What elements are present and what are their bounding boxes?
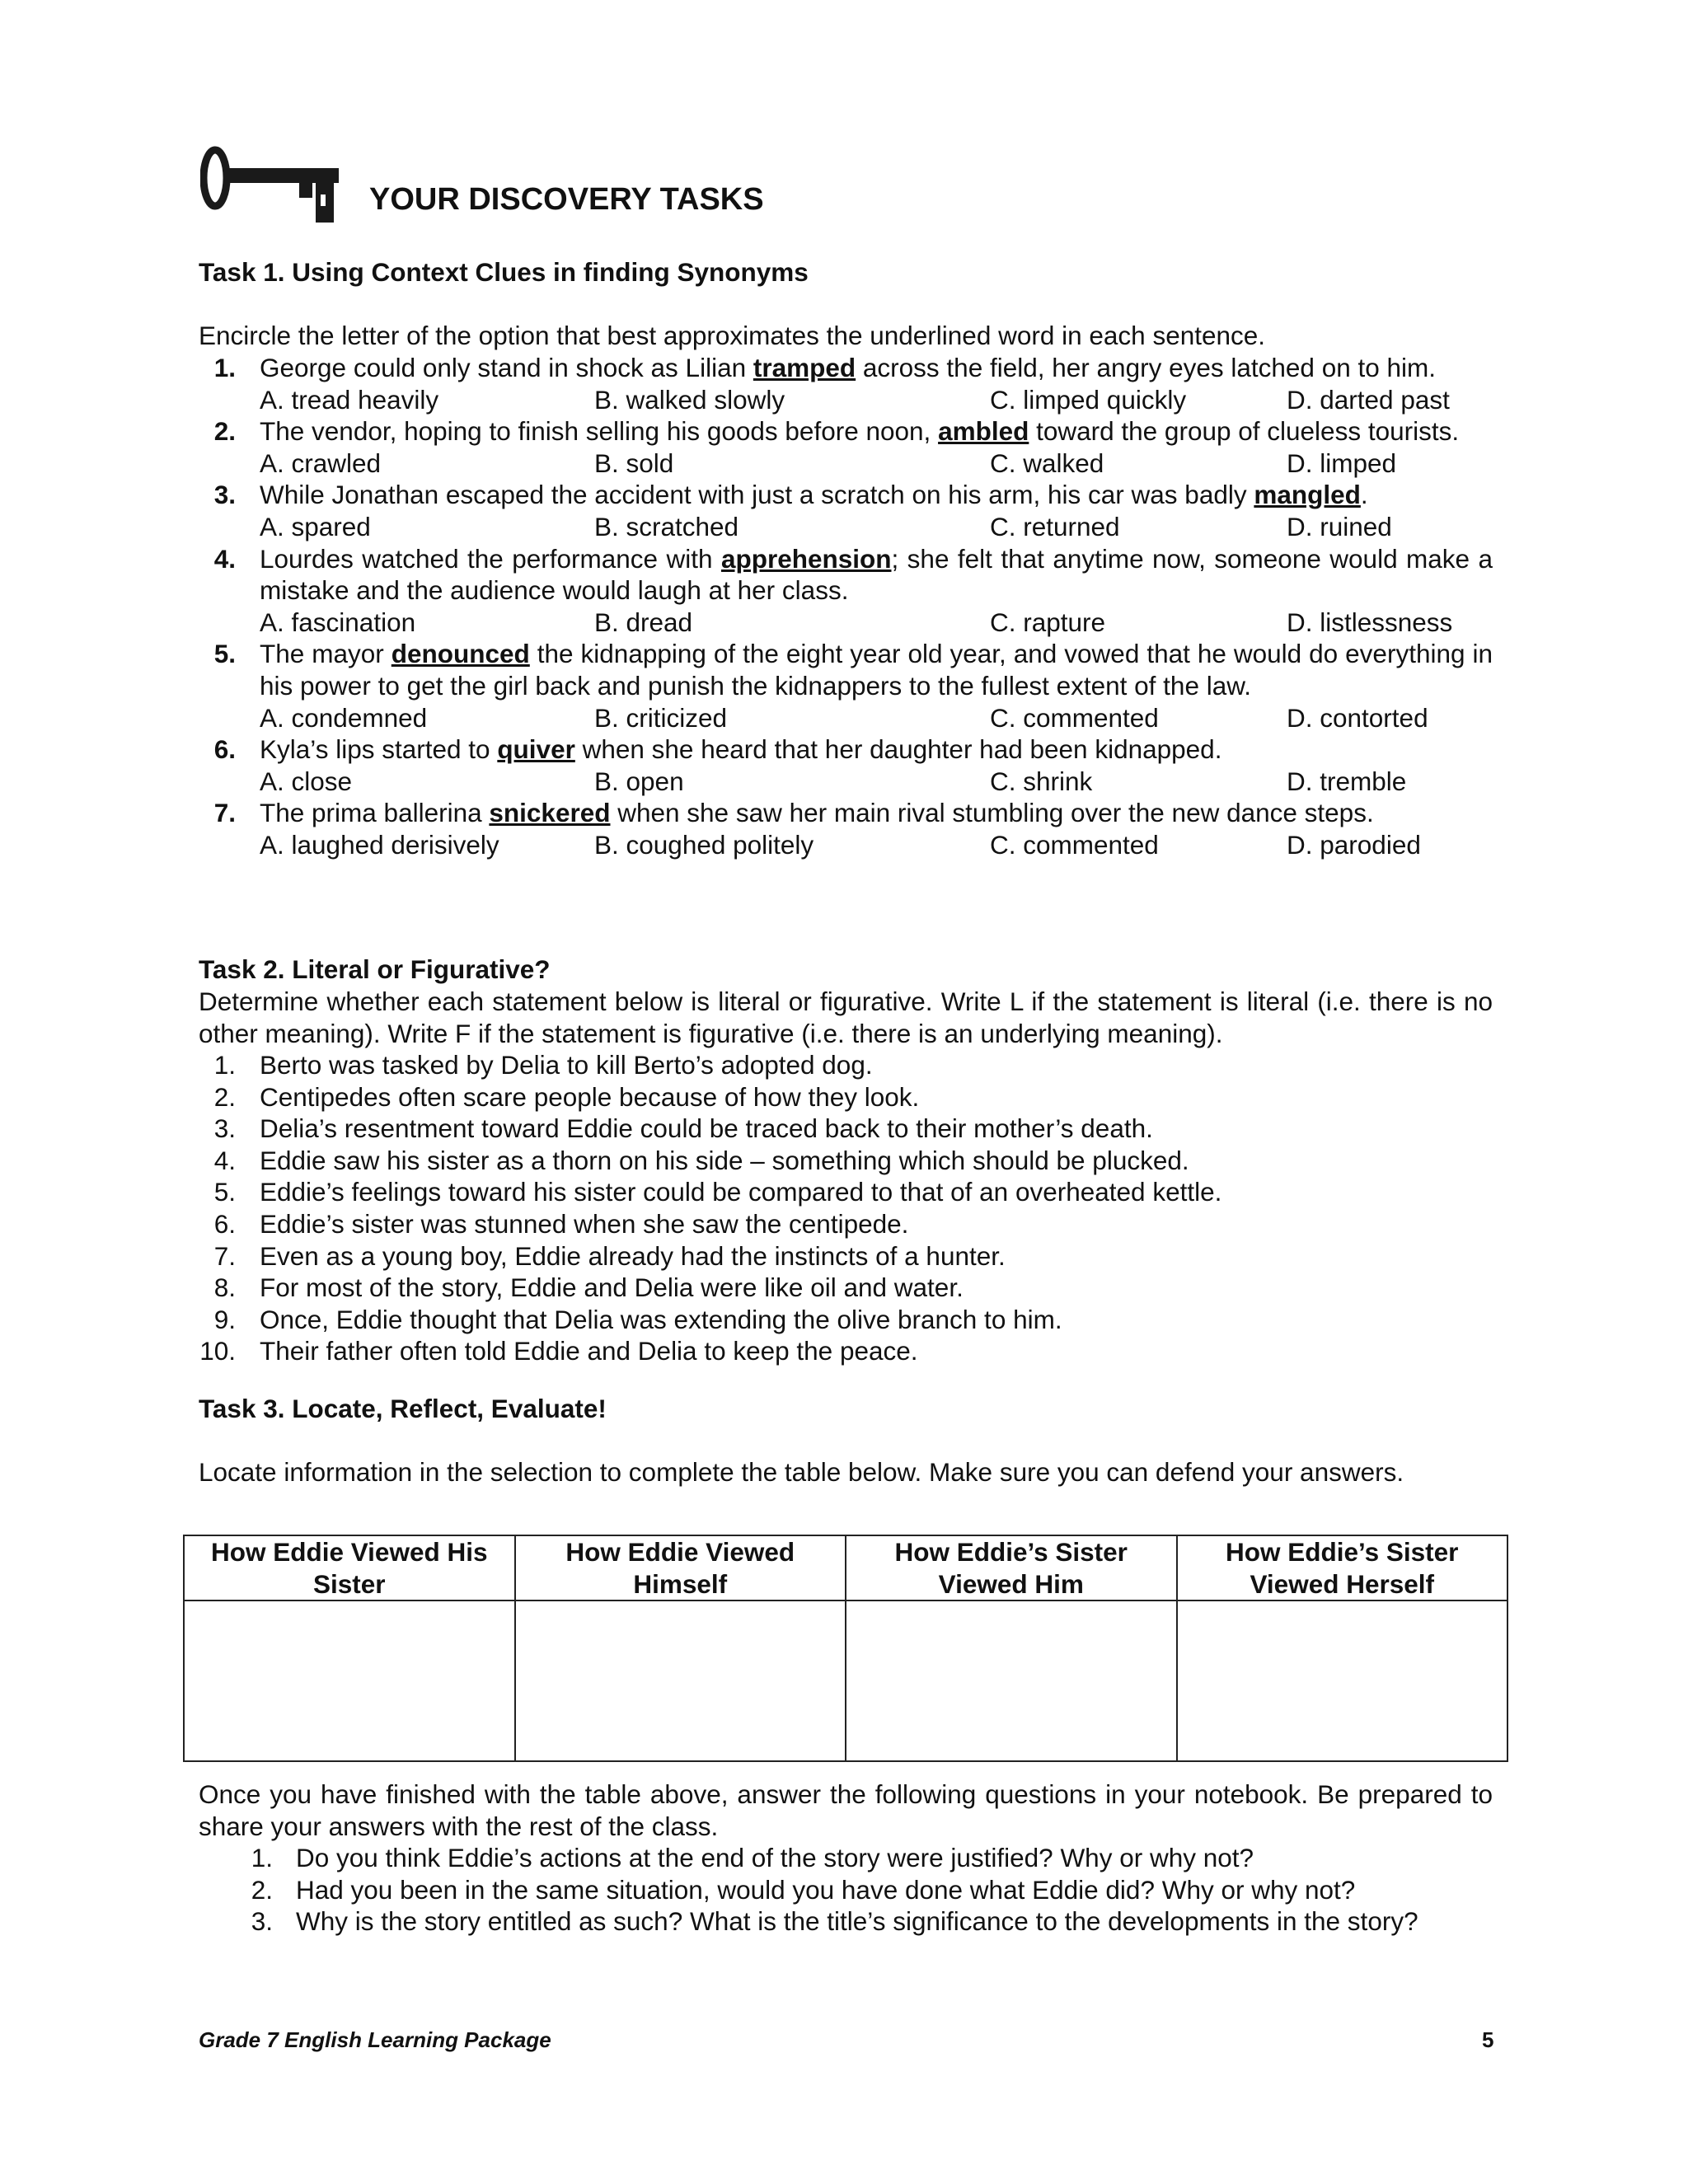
option-a[interactable]: A. tread heavily xyxy=(260,384,439,415)
item-text: Once, Eddie thought that Delia was extending the olive branch to him. xyxy=(260,1304,1062,1334)
underlined-word: tramped xyxy=(753,353,856,382)
list-item xyxy=(199,1176,1493,1208)
item-number: 4. xyxy=(213,1145,236,1175)
option-c[interactable]: C. limped quickly xyxy=(990,384,1187,415)
item-text: Centipedes often scare people because of how they look. xyxy=(260,1081,920,1112)
question-text-end: when she heard that her daughter had been kidnapped. xyxy=(574,734,1222,765)
item-number: 1. xyxy=(213,1050,236,1080)
page-title: YOUR DISCOVERY TASKS xyxy=(369,182,764,217)
question-text-end: the kidnapping of the eight year old year, and vowed that he would do everything in his power to get the girl back and punish the kidnappers to the fullest extent of the law. xyxy=(260,639,1493,701)
task1-instruction: Encircle the letter of the option that best approximates the underlined word in each sentence. xyxy=(199,321,1266,350)
item-text: Why is the story entitled as such? What is the title’s significance to the developments in the story? xyxy=(296,1906,1418,1937)
option-c[interactable]: C. walked xyxy=(990,448,1104,478)
option-a[interactable]: A. condemned xyxy=(260,702,428,733)
option-b[interactable]: B. scratched xyxy=(594,511,739,541)
option-d[interactable]: D. tremble xyxy=(1287,766,1407,796)
option-b[interactable]: B. sold xyxy=(594,448,674,478)
item-text: Eddie’s feelings toward his sister could be compared to that of an overheated kettle. xyxy=(260,1177,1222,1207)
item-number: 3. xyxy=(251,1906,273,1937)
list-item xyxy=(199,1208,1493,1240)
options-row xyxy=(260,448,1493,480)
options-row xyxy=(260,766,1493,798)
answer-cell[interactable] xyxy=(1177,1601,1508,1761)
task3-heading: Task 3. Locate, Reflect, Evaluate! xyxy=(199,1394,607,1423)
task3-instruction: Locate information in the selection to complete the table below. Make sure you can defend your answers. xyxy=(199,1457,1404,1487)
question-text: The vendor, hoping to finish selling his goods before noon, xyxy=(260,416,939,447)
question-item xyxy=(199,479,1493,511)
question-item xyxy=(199,638,1493,701)
question-text-end: ; she felt that anytime now, someone would make a mistake and the audience would laugh at her class. xyxy=(260,543,1493,606)
answer-cell[interactable] xyxy=(846,1601,1177,1761)
task2-instruction: Determine whether each statement below is literal or figurative. Write L if the statement is literal (i.e. there is no other meaning). Write F if the statement is figurative (i.e. there is an underlying meaning). xyxy=(199,987,1493,1048)
underlined-word: snickered xyxy=(489,798,611,828)
item-text: Eddie saw his sister as a thorn on his side – something which should be plucked. xyxy=(260,1145,1189,1175)
option-c[interactable]: C. commented xyxy=(990,829,1159,860)
option-d[interactable]: D. listlessness xyxy=(1287,607,1453,637)
item-text: Even as a young boy, Eddie already had the instincts of a hunter. xyxy=(260,1240,1006,1271)
options-row xyxy=(260,511,1493,543)
option-b[interactable]: B. criticized xyxy=(594,702,728,733)
table-header: How Eddie Viewed Himself xyxy=(515,1535,846,1601)
option-a[interactable]: A. spared xyxy=(260,511,371,541)
question-item xyxy=(199,415,1493,448)
option-d[interactable]: D. limped xyxy=(1287,448,1397,478)
question-text: The mayor xyxy=(260,639,392,669)
list-item xyxy=(199,1842,1493,1874)
question-number: 4. xyxy=(213,543,236,574)
underlined-word: denounced xyxy=(391,639,530,669)
table-header: How Eddie Viewed His Sister xyxy=(184,1535,515,1601)
question-text: Lourdes watched the performance with xyxy=(260,543,721,574)
question-text: Kyla’s lips started to xyxy=(260,734,498,765)
question-text: The prima ballerina xyxy=(260,798,490,828)
option-a[interactable]: A. fascination xyxy=(260,607,416,637)
option-a[interactable]: A. crawled xyxy=(260,448,382,478)
underlined-word: ambled xyxy=(938,416,1029,447)
options-row xyxy=(260,607,1493,639)
option-b[interactable]: B. coughed politely xyxy=(594,829,814,860)
options-row xyxy=(260,384,1493,416)
option-a[interactable]: A. close xyxy=(260,766,353,796)
option-d[interactable]: D. ruined xyxy=(1287,511,1392,541)
item-number: 3. xyxy=(213,1113,236,1144)
option-d[interactable]: D. darted past xyxy=(1287,384,1450,415)
option-d[interactable]: D. parodied xyxy=(1287,829,1421,860)
task2-heading: Task 2. Literal or Figurative? xyxy=(199,954,551,984)
table-header: How Eddie’s Sister Viewed Him xyxy=(846,1535,1177,1601)
item-number: 5. xyxy=(213,1177,236,1207)
task3-questions xyxy=(199,1842,1493,1938)
item-text: Delia’s resentment toward Eddie could be traced back to their mother’s death. xyxy=(260,1113,1153,1144)
task1-list xyxy=(199,352,1493,861)
views-table xyxy=(183,1535,1508,1762)
list-item xyxy=(199,1304,1493,1336)
list-item xyxy=(199,1240,1493,1272)
item-text: Had you been in the same situation, would you have done what Eddie did? Why or why not? xyxy=(296,1874,1356,1905)
underlined-word: quiver xyxy=(497,734,575,765)
option-a[interactable]: A. laughed derisively xyxy=(260,829,499,860)
option-b[interactable]: B. walked slowly xyxy=(594,384,785,415)
question-number: 3. xyxy=(213,480,236,510)
item-text: Berto was tasked by Delia to kill Berto’s adopted dog. xyxy=(260,1050,873,1080)
question-text: George could only stand in shock as Lilian xyxy=(260,353,753,382)
item-number: 8. xyxy=(213,1272,236,1303)
list-item xyxy=(199,1113,1493,1145)
question-item xyxy=(199,543,1493,607)
list-item xyxy=(199,1145,1493,1177)
question-number: 7. xyxy=(213,798,236,828)
question-number: 6. xyxy=(213,734,236,765)
table-header-row xyxy=(184,1535,1507,1601)
list-item xyxy=(199,1335,1493,1367)
task3-followup: Once you have finished with the table above, answer the following questions in your notebook. Be prepared to share your answers with the rest of the class. xyxy=(199,1779,1493,1841)
item-number: 1. xyxy=(251,1843,273,1872)
question-number: 2. xyxy=(213,416,236,447)
item-number: 2. xyxy=(251,1874,273,1905)
item-number: 10. xyxy=(199,1336,236,1366)
list-item xyxy=(199,1905,1493,1938)
question-text-end: . xyxy=(1360,480,1368,510)
item-number: 2. xyxy=(213,1081,236,1112)
item-text: Eddie’s sister was stunned when she saw the centipede. xyxy=(260,1208,909,1239)
question-text: While Jonathan escaped the accident with just a scratch on his arm, his car was badly xyxy=(260,480,1254,510)
option-c[interactable]: C. commented xyxy=(990,702,1159,733)
question-item xyxy=(199,733,1493,766)
item-text: Their father often told Eddie and Delia to keep the peace. xyxy=(260,1336,918,1366)
list-item xyxy=(199,1081,1493,1113)
footer-title: Grade 7 English Learning Package xyxy=(199,2027,551,2052)
list-item xyxy=(199,1272,1493,1304)
table-row xyxy=(184,1601,1507,1761)
question-number: 5. xyxy=(213,639,236,669)
option-b[interactable]: B. open xyxy=(594,766,684,796)
options-row xyxy=(260,702,1493,734)
underlined-word: apprehension xyxy=(720,543,892,574)
table-header: How Eddie’s Sister Viewed Herself xyxy=(1177,1535,1508,1601)
question-text-end: across the field, her angry eyes latched on to him. xyxy=(856,353,1437,382)
underlined-word: mangled xyxy=(1254,480,1361,510)
option-c[interactable]: C. returned xyxy=(990,511,1120,541)
task1-heading: Task 1. Using Context Clues in finding Synonyms xyxy=(199,257,809,287)
question-text-end: toward the group of clueless tourists. xyxy=(1029,416,1460,447)
answer-cell[interactable] xyxy=(184,1601,515,1761)
options-row xyxy=(260,829,1493,861)
question-item xyxy=(199,797,1493,829)
item-number: 7. xyxy=(213,1240,236,1271)
item-text: Do you think Eddie’s actions at the end of the story were justified? Why or why not? xyxy=(296,1843,1254,1872)
key-icon xyxy=(200,145,345,224)
list-item xyxy=(199,1049,1493,1081)
item-number: 6. xyxy=(213,1208,236,1239)
item-text: For most of the story, Eddie and Delia were like oil and water. xyxy=(260,1272,964,1303)
task2-list xyxy=(199,1049,1493,1367)
page-number: 5 xyxy=(1482,2027,1494,2052)
option-c[interactable]: C. rapture xyxy=(990,607,1106,637)
answer-cell[interactable] xyxy=(515,1601,846,1761)
question-item xyxy=(199,352,1493,384)
option-d[interactable]: D. contorted xyxy=(1287,702,1428,733)
option-c[interactable]: C. shrink xyxy=(990,766,1093,796)
question-text-end: when she saw her main rival stumbling over the new dance steps. xyxy=(610,798,1374,828)
item-number: 9. xyxy=(213,1304,236,1334)
question-number: 1. xyxy=(213,353,236,382)
list-item xyxy=(199,1874,1493,1906)
option-b[interactable]: B. dread xyxy=(594,607,693,637)
